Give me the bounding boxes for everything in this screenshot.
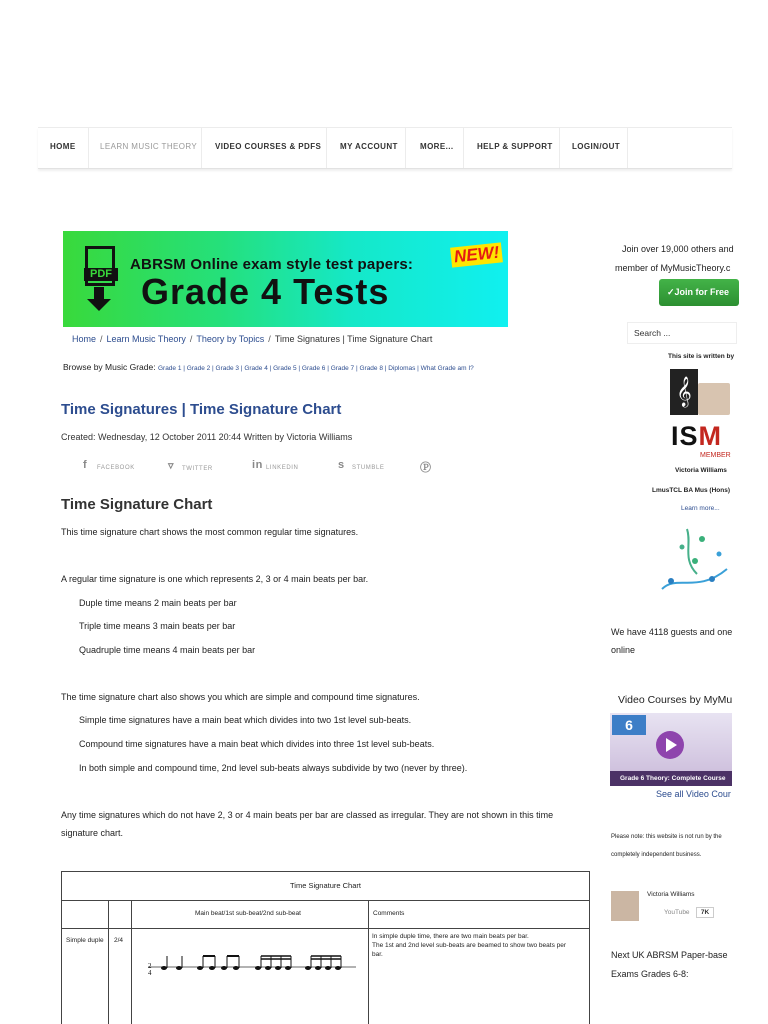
share-stumble[interactable]: s STUMBLE [338,459,385,471]
youtube-label[interactable]: YouTube [664,909,690,916]
browse-by-grade [63,362,474,372]
play-triangle-icon [666,738,677,752]
stumbleupon-icon: s [338,459,345,471]
youtube-avatar [611,891,639,921]
ism-logo: ISM [671,421,723,451]
row-time-signature: 2/4 [114,937,124,944]
column-header-comments: Comments [373,910,405,917]
quadruple-text: Quadruple time means 4 main beats per bar [79,645,256,655]
ism-member-label: MEMBER [700,452,731,459]
nav-login[interactable]: LOGIN/OUT [572,142,621,151]
table-rule [62,928,589,929]
share-twitter[interactable]: ▿ TWITTER [168,460,213,472]
table-caption: Time Signature Chart [289,881,361,890]
grade4-tests-banner[interactable] [63,231,508,327]
youtube-author: Victoria Williams [647,891,695,898]
nav-divider [326,128,327,168]
svg-text:4: 4 [148,969,152,977]
irregular-text-2: signature chart. [61,828,124,838]
written-by-label: This site is written by [668,353,735,360]
share-facebook[interactable]: f FACEBOOK [83,459,135,471]
row-comment-line2: The 1st and 2nd level sub-beats are beamed to show two beats per [372,942,567,949]
nav-divider [405,128,406,168]
see-all-video-courses-link[interactable]: See all Video Cour [656,789,731,799]
guests-online-2: online [611,645,636,655]
join-text-1: Join over 19,000 others and [622,244,734,254]
music-notation-staff [142,952,362,982]
breadcrumb-current: Time Signatures | Time Signature Chart [274,334,433,344]
simple-text: Simple time signatures have a main beat which divides into two 1st level sub-beats. [79,715,412,725]
author-photo [670,369,730,419]
article-meta: Created: Wednesday, 12 October 2011 20:44 Written by Victoria Williams [61,432,353,442]
breadcrumb: Home / Learn Music Theory / Theory by Topics / Time Signatures | Time Signature Chart [72,334,433,344]
banner-line2: Grade 4 Tests [141,271,390,312]
irregular-text: Any time signatures which do not have 2, 3 or 4 main beats per bar are classed as irregular. They are not shown in this time [61,810,554,820]
row-label: Simple duple [66,937,104,944]
author-face [698,383,730,415]
main-navigation [38,127,732,169]
regular-text: A regular time signature is one which represents 2, 3 or 4 main beats per bar. [61,574,369,584]
page-title: Time Signatures | Time Signature Chart [61,401,342,418]
download-arrowhead-icon [87,299,111,311]
join-text-2: member of MyMusicTheory.c [615,263,731,273]
author-name: Victoria Williams [675,467,727,474]
nav-my-account[interactable]: MY ACCOUNT [340,142,398,151]
nav-home[interactable]: HOME [50,142,76,151]
treble-clef-icon: 𝄞 [670,369,698,415]
breadcrumb-theory-by-topics[interactable]: Theory by Topics [196,334,265,344]
breadcrumb-learn-music-theory[interactable]: Learn Music Theory [106,334,186,344]
guests-online-1: We have 4118 guests and one [611,627,733,637]
next-exams-2: Exams Grades 6-8: [611,969,689,979]
compound-text: Compound time signatures have a main beat which divides into three 1st level sub-beats. [79,739,435,749]
table-rule [131,900,132,1024]
pinterest-icon: Ⓟ [420,462,432,474]
breadcrumb-home[interactable]: Home [72,334,97,344]
video-courses-heading: Video Courses by MyMu [618,694,733,706]
nav-video-courses[interactable]: VIDEO COURSES & PDFS [215,142,322,151]
new-badge: NEW! [450,242,503,267]
youtube-subscriber-count: 7K [696,907,714,918]
join-for-free-button[interactable]: ✓Join for Free [659,279,739,306]
table-rule [62,900,589,901]
nav-help-support[interactable]: HELP & SUPPORT [477,142,553,151]
nav-divider [201,128,202,168]
video-course-thumbnail[interactable] [610,713,732,786]
table-rule [108,900,109,1024]
banner-line1: ABRSM Online exam style test papers: [130,256,414,273]
share-pinterest[interactable] [420,459,434,475]
twitter-icon: ▿ [168,460,175,472]
grade-number: 6 [612,715,646,735]
search-input[interactable]: Search ... [627,322,737,344]
intro-text: This time signature chart shows the most common regular time signatures. [61,527,359,537]
nav-divider [88,128,89,168]
nav-learn-music-theory[interactable]: LEARN MUSIC THEORY [100,142,198,151]
row-comment-line1: In simple duple time, there are two main beats per bar. [372,933,529,940]
grade-links[interactable]: Grade 1 | Grade 2 | Grade 3 | Grade 4 | Grade 5 | Grade 6 | Grade 7 | Grade 8 | Diplomas | What Grade am I? [157,365,474,372]
nav-divider [627,128,628,168]
nav-divider [559,128,560,168]
pdf-label: PDF [84,268,118,281]
svg-text:2: 2 [148,962,152,970]
browse-label: Browse by Music Grade: [63,362,156,372]
triple-text: Triple time means 3 main beats per bar [79,621,236,631]
duple-text: Duple time means 2 main beats per bar [79,598,237,608]
section-heading: Time Signature Chart [61,496,213,513]
column-header-main-beat: Main beat/1st sub-beat/2nd sub-beat [195,910,301,917]
author-qualifications: LmusTCL BA Mus (Hons) [652,487,730,494]
nav-more[interactable]: MORE... [420,142,454,151]
learn-more-link[interactable]: Learn more... [681,505,720,512]
share-linkedin[interactable]: in LINKEDIN [252,459,299,471]
nav-divider [463,128,464,168]
row-comment-line3: bar. [372,951,383,958]
music-notes-decoration [657,519,732,599]
note-line-1: Please note: this website is not run by the [611,834,722,840]
next-exams-1: Next UK ABRSM Paper-base [611,950,728,960]
note-line-2: completely independent business. [611,852,702,858]
subbeat-text: In both simple and compound time, 2nd level sub-beats always subdivide by two (never by three). [79,763,468,773]
video-caption: Grade 6 Theory: Complete Course [610,771,732,786]
time-signature-chart-table [61,871,590,1024]
linkedin-icon: in [252,459,263,471]
table-rule [368,900,369,1024]
simple-compound-text: The time signature chart also shows you which are simple and compound time signatures. [61,692,420,702]
facebook-icon: f [83,459,88,471]
